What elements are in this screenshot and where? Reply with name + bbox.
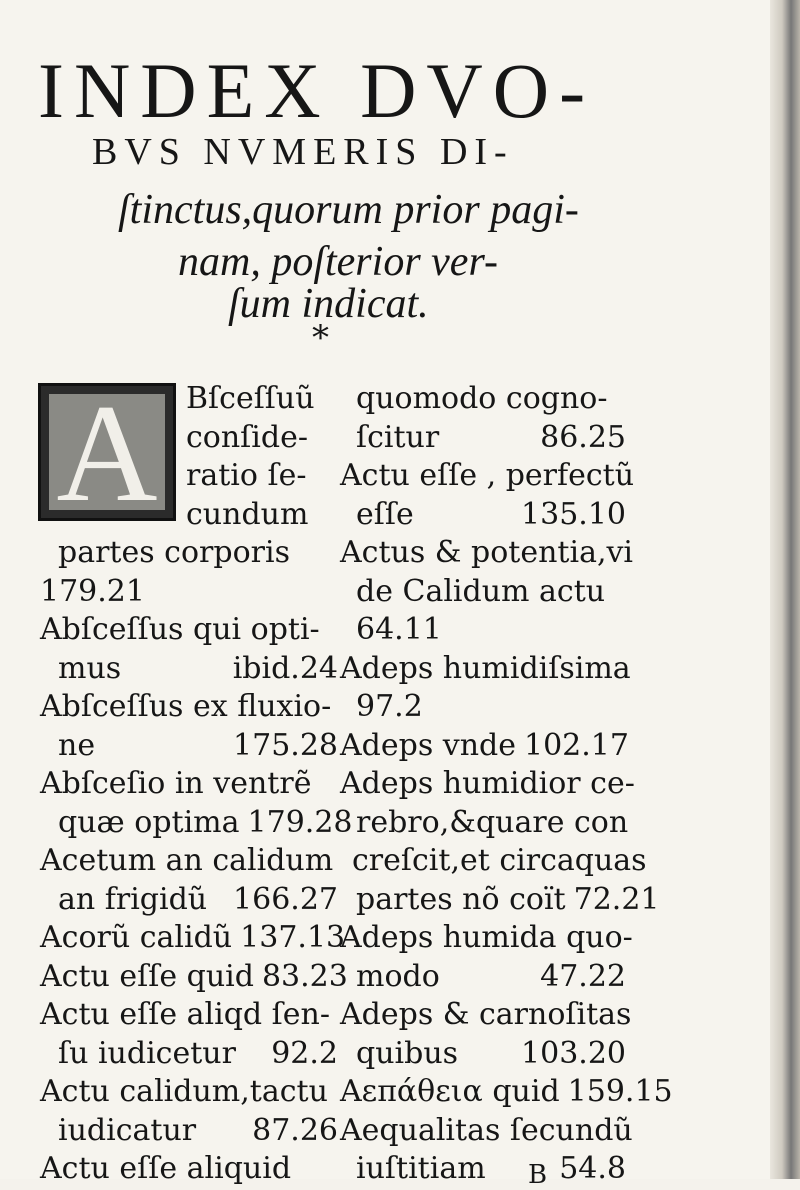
ornament-asterisk: * [312, 318, 329, 358]
index-entry-line [40, 457, 338, 496]
page-edge [770, 0, 800, 1179]
index-entry-line [340, 1112, 633, 1151]
entry-text: conſide- [186, 419, 308, 455]
entry-text: de Calidum actu [356, 573, 606, 609]
entry-reference: 135.10 [521, 496, 626, 532]
entry-text: ratio ſe- [186, 458, 307, 493]
index-entry-line [340, 1073, 673, 1112]
entry-text: Adeps & carnoſitas [340, 997, 632, 1032]
entry-text: 179.21 [40, 573, 145, 609]
index-entry-line [340, 958, 626, 997]
entry-reference: 103.20 [521, 1035, 626, 1071]
entry-reference: 72.21 [573, 881, 660, 917]
index-column-right [340, 380, 673, 1189]
entry-text: 97.2 [356, 689, 423, 724]
entry-text: quomodo cogno- [356, 381, 608, 416]
entry-text: Adeps humidiſsima [340, 650, 631, 686]
entry-text: ſcitur [356, 419, 440, 455]
index-entry-line [340, 611, 626, 650]
entry-reference: ibid.24 [232, 650, 338, 686]
entry-reference: 54.8 [559, 1151, 626, 1186]
entry-text: Adeps humidior ce- [340, 766, 635, 801]
entry-text: Aequalitas ſecundũ [340, 1112, 633, 1148]
entry-reference: 179.28 [247, 804, 353, 840]
entry-text: ne [58, 727, 96, 763]
index-entry-line [40, 688, 338, 727]
entry-reference: 102.17 [524, 727, 629, 763]
entry-text: mus [58, 650, 122, 686]
entry-text: eſſe [356, 496, 414, 532]
entry-reference: 83.23 [261, 958, 348, 994]
subtitle-line-3: ſum indicat. [228, 281, 429, 327]
catchword: B [528, 1160, 548, 1190]
index-entry-line [340, 534, 634, 573]
index-entry-line [340, 804, 629, 843]
entry-text: an frigidũ [58, 881, 208, 917]
index-entry-line [340, 457, 635, 496]
index-entry-line [40, 958, 348, 997]
entry-text: quibus [356, 1035, 459, 1071]
index-entry-line [40, 1035, 338, 1074]
entry-reference: 92.2 [271, 1035, 338, 1071]
index-entry-line [340, 688, 626, 727]
subtitle-line-2: nam, poſterior ver- [178, 239, 498, 285]
index-entry-line [40, 650, 338, 689]
index-entry-line [40, 996, 338, 1035]
entry-text: creſcit,et circaquas [352, 843, 647, 878]
index-entry-line [40, 496, 338, 535]
index-entry-line [340, 419, 626, 458]
index-entry-line [340, 1035, 626, 1074]
index-entry-line [40, 727, 338, 766]
entry-reference: 86.25 [540, 419, 626, 455]
entry-text: 64.11 [356, 612, 442, 647]
entry-reference: 159.15 [567, 1074, 673, 1109]
entry-text: Abſceſſus ex fluxio- [40, 689, 332, 724]
index-entry-line [40, 1112, 338, 1151]
entry-text: Abſceſſus qui opti- [40, 612, 320, 647]
index-entry-line [40, 919, 346, 958]
entry-text: iudicatur [58, 1112, 197, 1148]
entry-text: Adeps humida quo- [340, 920, 633, 955]
index-entry-line [40, 1073, 338, 1112]
index-entry-line [340, 842, 647, 881]
entry-text: Abſceſio in ventrẽ [40, 766, 312, 801]
index-title: INDEX DVO- [38, 47, 596, 134]
index-entry-line [340, 765, 635, 804]
entry-text: rebro,&quare con [356, 804, 629, 840]
entry-text: Actu eſſe quid [40, 958, 254, 994]
index-entry-line [340, 650, 631, 689]
entry-text: iuſtitiam [356, 1151, 486, 1186]
index-column-left [40, 380, 353, 1189]
index-entry-line [40, 573, 338, 612]
entry-reference: 47.22 [540, 958, 626, 994]
entry-text: Actu eſſe , perfectũ [340, 458, 635, 493]
entry-text: Aεπάθεια quid [340, 1074, 560, 1109]
index-entry-line [40, 380, 338, 419]
index-entry-line [40, 804, 353, 843]
index-entry-line [340, 996, 632, 1035]
index-entry-line [40, 419, 338, 458]
entry-text: partes nõ coït [356, 881, 566, 917]
entry-text: Actu calidum,tactu [40, 1074, 328, 1109]
index-title-line2: BVS NVMERIS DI- [92, 131, 514, 173]
entry-text: Acorũ calidũ [40, 920, 233, 955]
index-entry-line [40, 842, 338, 881]
entry-text: quæ optima [58, 804, 240, 840]
index-entry-line [40, 611, 338, 650]
entry-reference: 175.28 [233, 727, 338, 763]
index-entry-line [40, 765, 338, 804]
initial-letter: A [56, 394, 158, 510]
entry-text: ſu iudicetur [58, 1035, 236, 1071]
entry-reference: 137.13 [240, 920, 346, 955]
index-entry-line [40, 881, 338, 920]
index-entry-line [340, 1150, 626, 1189]
index-entry-line [340, 496, 626, 535]
entry-text: Actus & potentia,vi [340, 535, 634, 570]
index-entry-line [340, 881, 660, 920]
entry-text: Actu eſſe aliqd ſen- [40, 997, 330, 1032]
entry-reference: 166.27 [233, 881, 338, 917]
index-entry-line [340, 919, 633, 958]
index-entry-line [340, 380, 626, 419]
index-entry-line [40, 534, 338, 573]
entry-text: Acetum an calidum [40, 843, 334, 878]
index-entry-line [340, 727, 629, 766]
entry-text: Bſceſſuũ [186, 381, 315, 416]
subtitle-line-1: ſtinctus,quorum prior pagi- [118, 187, 579, 233]
index-entry-line [40, 1150, 338, 1189]
entry-text: Actu eſſe aliquid [40, 1151, 292, 1186]
entry-text: modo [356, 958, 440, 994]
entry-text: Adeps vnde [340, 727, 516, 763]
index-entry-line [340, 573, 626, 612]
entry-reference: 87.26 [252, 1112, 338, 1148]
entry-text: cundum [186, 496, 309, 532]
entry-text: partes corporis [58, 535, 290, 570]
